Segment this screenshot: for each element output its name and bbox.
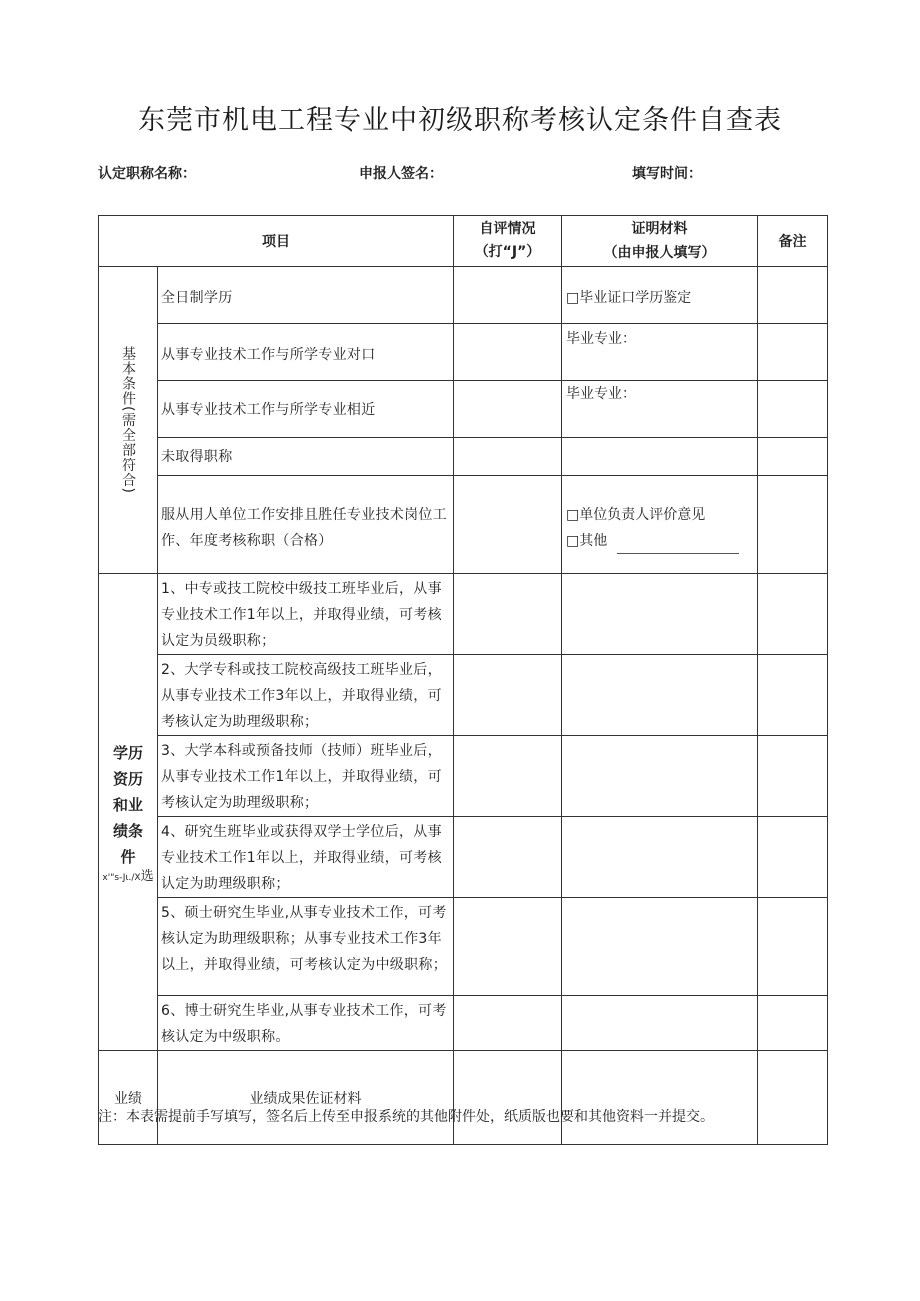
header-proof-line1: 证明材料 <box>631 221 688 237</box>
date-field[interactable]: 填写时间： <box>632 166 702 182</box>
education-label-line: 和业 <box>112 795 143 814</box>
header-self-eval-line2: （打“J”） <box>474 244 541 260</box>
remark-cell[interactable] <box>758 574 828 655</box>
basic-item-2: 从事专业技术工作与所学专业对口 <box>158 324 454 381</box>
education-item-4: 4、研究生班毕业或获得双学士学位后，从事专业技术工作1年以上，并取得业绩，可考核认定为助理级职称； <box>158 817 454 898</box>
education-sublabel-char: 选 <box>140 868 154 884</box>
header-self-eval-line1: 自评情况 <box>479 221 536 237</box>
table-row <box>99 996 828 1051</box>
remark-cell[interactable] <box>758 736 828 817</box>
self-eval-cell[interactable] <box>454 324 562 381</box>
table-row <box>99 381 828 438</box>
self-check-table <box>98 215 828 1145</box>
education-label-line: 资历 <box>112 769 143 788</box>
proof-option-other[interactable] <box>566 528 755 554</box>
header-self-eval <box>454 216 562 267</box>
basic-proof-2[interactable]: 毕业专业： <box>562 324 758 381</box>
table-row <box>99 324 828 381</box>
remark-cell[interactable] <box>758 381 828 438</box>
self-eval-cell[interactable] <box>454 267 562 324</box>
remark-cell[interactable] <box>758 1051 828 1145</box>
basic-item-1: 全日制学历 <box>158 267 454 324</box>
proof-cell[interactable] <box>562 996 758 1051</box>
proof-cell[interactable] <box>562 574 758 655</box>
self-eval-cell[interactable] <box>454 574 562 655</box>
remark-cell[interactable] <box>758 438 828 476</box>
self-eval-cell[interactable] <box>454 476 562 574</box>
signature-field[interactable]: 申报人签名： <box>359 166 443 182</box>
self-eval-cell[interactable] <box>454 817 562 898</box>
remark-cell[interactable] <box>758 817 828 898</box>
title-name-field[interactable]: 认定职称名称： <box>98 166 196 182</box>
performance-label: 业绩 <box>99 1051 158 1145</box>
self-eval-cell[interactable] <box>454 898 562 996</box>
remark-cell[interactable] <box>758 655 828 736</box>
table-row <box>99 898 828 996</box>
page-title: 东莞市机电工程专业中初级职称考核认定条件自查表 <box>138 105 782 136</box>
performance-item: 业绩成果佐证材料 <box>158 1051 454 1145</box>
table-row <box>99 476 828 574</box>
self-eval-cell[interactable] <box>454 1051 562 1145</box>
basic-item-3: 从事专业技术工作与所学专业相近 <box>158 381 454 438</box>
education-item-2: 2、大学专科或技工院校高级技工班毕业后，从事专业技术工作3年以上，并取得业绩，可考核认定为助理级职称； <box>158 655 454 736</box>
remark-cell[interactable] <box>758 267 828 324</box>
self-eval-cell[interactable] <box>454 996 562 1051</box>
education-group-label-cell <box>99 574 158 1051</box>
education-item-6: 6、博士研究生毕业,从事专业技术工作，可考核认定为中级职称。 <box>158 996 454 1051</box>
basic-proof-1[interactable]: □毕业证口学历鉴定 <box>562 267 758 324</box>
proof-option-evaluation[interactable]: □单位负责人评价意见 <box>566 506 706 523</box>
proof-cell[interactable] <box>562 898 758 996</box>
education-label-line: 件 <box>120 847 136 866</box>
basic-proof-4[interactable] <box>562 438 758 476</box>
basic-item-5: 服从用人单位工作安排且胜任专业技术岗位工作、年度考核称职（合格） <box>158 476 454 574</box>
education-label-line: 学历 <box>112 743 143 762</box>
education-item-5: 5、硕士研究生毕业,从事专业技术工作，可考核认定为助理级职称；从事专业技术工作3年以上，并取得业绩，可考核认定为中级职称； <box>158 898 454 996</box>
proof-cell[interactable] <box>562 655 758 736</box>
basic-proof-3[interactable]: 毕业专业： <box>562 381 758 438</box>
education-sublabel <box>99 870 157 885</box>
remark-cell[interactable] <box>758 996 828 1051</box>
proof-cell[interactable] <box>562 817 758 898</box>
header-proof-line2: （由申报人填写） <box>603 245 716 261</box>
basic-proof-5[interactable] <box>562 476 758 574</box>
table-row <box>99 655 828 736</box>
proof-option-other-label: □其他 <box>566 532 608 549</box>
education-item-1: 1、中专或技工院校中级技工班毕业后，从事专业技术工作1年以上，并取得业绩，可考核认定为员级职称； <box>158 574 454 655</box>
education-label-line: 绩条 <box>112 821 143 840</box>
remark-cell[interactable] <box>758 324 828 381</box>
self-eval-cell[interactable] <box>454 381 562 438</box>
self-eval-cell[interactable] <box>454 438 562 476</box>
basic-group-label: 基本条件(需全部符合) <box>120 346 136 494</box>
footnote: 注：本表需提前手写填写，签名后上传至申报系统的其他附件处，纸质版也要和其他资料一并提交。 <box>98 1109 714 1125</box>
header-item: 项目 <box>99 216 454 267</box>
proof-cell[interactable] <box>562 736 758 817</box>
table-row <box>99 574 828 655</box>
table-row <box>99 438 828 476</box>
proof-cell[interactable] <box>562 1051 758 1145</box>
education-item-3: 3、大学本科或预备技师（技师）班毕业后，从事专业技术工作1年以上，并取得业绩，可考核认定为助理级职称； <box>158 736 454 817</box>
self-eval-cell[interactable] <box>454 736 562 817</box>
remark-cell[interactable] <box>758 476 828 574</box>
self-eval-cell[interactable] <box>454 655 562 736</box>
header-row <box>99 216 828 267</box>
header-remark: 备注 <box>758 216 828 267</box>
basic-group-label-cell <box>99 267 158 574</box>
table-row <box>99 736 828 817</box>
remark-cell[interactable] <box>758 898 828 996</box>
basic-item-4: 未取得职称 <box>158 438 454 476</box>
header-proof <box>562 216 758 267</box>
other-blank-line[interactable] <box>617 539 739 554</box>
education-sublabel-small: x'"s-Jι./X <box>102 872 141 883</box>
table-row <box>99 817 828 898</box>
table-row <box>99 267 828 324</box>
table-row <box>99 1051 828 1145</box>
